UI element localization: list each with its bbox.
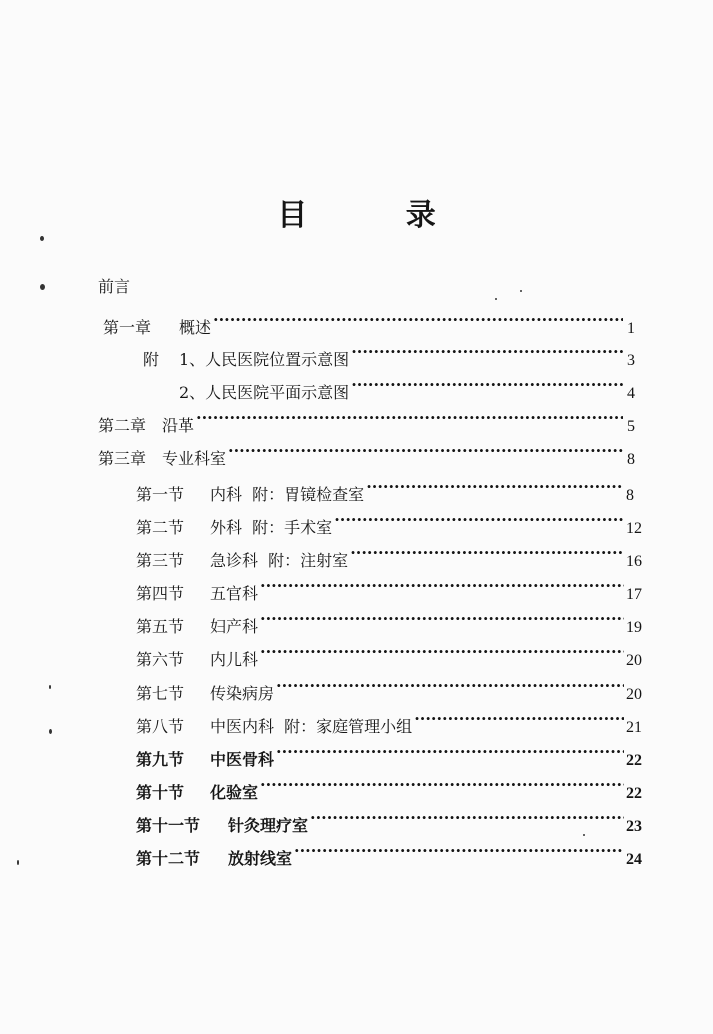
dot-leader: [213, 307, 623, 333]
scan-speck: [583, 834, 585, 836]
scan-speck: [49, 729, 52, 734]
entry-page: 12: [626, 520, 642, 537]
toc-entry-chapter-1-appendix-2[interactable]: [179, 372, 635, 402]
dot-leader: [228, 438, 623, 464]
scan-speck: [40, 236, 44, 241]
dot-leader: [366, 474, 622, 500]
dot-leader: [276, 739, 624, 765]
dot-leader: [351, 372, 623, 398]
toc-entry-section-1[interactable]: [136, 474, 634, 504]
toc-entry-section-7[interactable]: [136, 673, 642, 703]
entry-title: 传染病房: [210, 684, 275, 703]
entry-title: 五官科: [210, 584, 259, 603]
entry-title: 针灸理疗室: [228, 816, 309, 835]
dot-leader: [196, 405, 623, 431]
toc-entry-section-6[interactable]: [136, 639, 642, 669]
entry-label: 第七节: [136, 684, 185, 703]
entry-title: 中医内科 附：家庭管理小组: [210, 717, 413, 736]
entry-label: 第一章: [103, 318, 152, 337]
entry-title: 1、人民医院位置示意图: [179, 350, 350, 369]
entry-title: 沿革: [162, 416, 195, 435]
scan-speck: [40, 284, 45, 290]
toc-entry-chapter-1[interactable]: [103, 307, 635, 337]
entry-title: 2、人民医院平面示意图: [179, 383, 350, 402]
entry-title: 中医骨科: [210, 750, 275, 769]
dot-leader: [260, 639, 624, 665]
entry-page: 22: [626, 752, 642, 769]
entry-label: 第十节: [136, 783, 185, 802]
toc-entry-section-10[interactable]: [136, 772, 642, 802]
entry-title: 内科 附：胃镜检查室: [210, 485, 365, 504]
entry-page: 19: [626, 619, 642, 636]
dot-leader: [310, 805, 624, 831]
entry-page: 23: [626, 818, 642, 835]
entry-label: 附: [143, 350, 160, 369]
toc-entry-chapter-2[interactable]: [98, 405, 635, 435]
toc-entry-chapter-1-appendix-1[interactable]: [143, 339, 635, 369]
dot-leader: [260, 573, 624, 599]
toc-entry-section-2[interactable]: [136, 507, 642, 537]
entry-page: 21: [626, 719, 642, 736]
entry-page: 17: [626, 586, 642, 603]
scan-speck: [17, 860, 19, 865]
entry-title: 化验室: [210, 783, 259, 802]
entry-page: 1: [627, 320, 635, 337]
dot-leader: [334, 507, 624, 533]
entry-label: 第十一节: [136, 816, 201, 835]
toc-entry-section-4[interactable]: [136, 573, 642, 603]
entry-label: 第八节: [136, 717, 185, 736]
page-title: 目 录: [277, 198, 480, 233]
dot-leader: [260, 772, 624, 798]
entry-label: 前言: [98, 277, 131, 296]
entry-label: 第五节: [136, 617, 185, 636]
toc-entry-section-12[interactable]: [136, 838, 642, 868]
entry-label: 第六节: [136, 650, 185, 669]
dot-leader: [414, 706, 624, 732]
entry-page: 22: [626, 785, 642, 802]
entry-page: 16: [626, 553, 642, 570]
scan-speck: [49, 685, 51, 689]
entry-label: 第二章: [98, 416, 147, 435]
toc-entry-section-8[interactable]: [136, 706, 642, 736]
entry-page: 4: [627, 385, 635, 402]
dot-leader: [294, 838, 624, 864]
dot-leader: [276, 673, 624, 699]
entry-label: 第三节: [136, 551, 185, 570]
entry-label: 第二节: [136, 518, 185, 537]
toc-entry-preface[interactable]: [98, 274, 130, 300]
entry-title: 放射线室: [228, 849, 293, 868]
entry-page: 20: [626, 652, 642, 669]
dot-leader: [351, 339, 623, 365]
entry-label: 第三章: [98, 449, 147, 468]
entry-page: 8: [627, 451, 635, 468]
dot-leader: [350, 540, 624, 566]
entry-page: 5: [627, 418, 635, 435]
toc-entry-section-11[interactable]: [136, 805, 642, 835]
entry-label: 第四节: [136, 584, 185, 603]
toc-entry-chapter-3[interactable]: [98, 438, 635, 468]
toc-entry-section-5[interactable]: [136, 606, 642, 636]
entry-title: 内儿科: [210, 650, 259, 669]
entry-title: 概述: [179, 318, 212, 337]
entry-title: 外科 附：手术室: [210, 518, 333, 537]
entry-label: 第九节: [136, 750, 185, 769]
entry-page: 3: [627, 352, 635, 369]
entry-page: 20: [626, 686, 642, 703]
toc-entry-section-3[interactable]: [136, 540, 642, 570]
dot-leader: [260, 606, 624, 632]
entry-label: 第十二节: [136, 849, 201, 868]
scan-speck: [520, 290, 522, 292]
entry-title: 急诊科 附：注射室: [210, 551, 349, 570]
scan-speck: [495, 298, 497, 300]
entry-title: 专业科室: [162, 449, 227, 468]
toc-entry-section-9[interactable]: [136, 739, 642, 769]
entry-label: 第一节: [136, 485, 185, 504]
entry-title: 妇产科: [210, 617, 259, 636]
entry-page: 24: [626, 851, 642, 868]
entry-page: 8: [626, 487, 634, 504]
